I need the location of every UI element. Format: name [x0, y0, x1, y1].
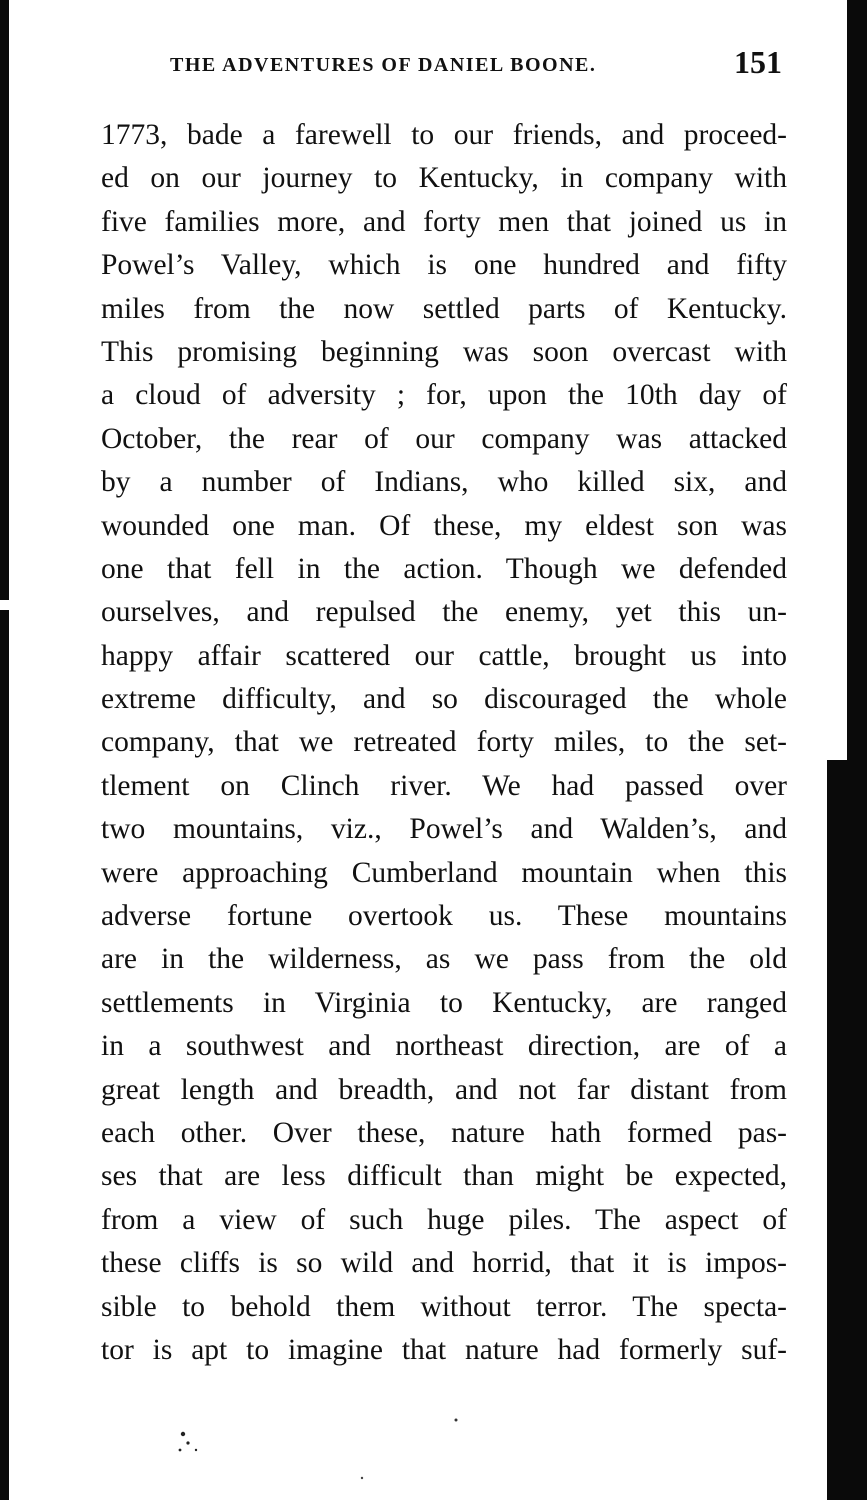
text-line: were approaching Cumberland mountain when this	[101, 856, 787, 889]
scan-edge-right	[827, 0, 867, 1500]
body-text	[101, 114, 787, 1372]
scan-edge-gap	[0, 600, 9, 610]
text-line: great length and breadth, and not far distant from	[101, 1073, 787, 1106]
text-line: from a view of such huge piles. The aspect of	[101, 1203, 787, 1236]
speck-mark	[195, 1449, 197, 1451]
text-line: ed on our journey to Kentucky, in company with	[101, 162, 787, 195]
text-line: adverse fortune overtook us. These mountains	[101, 900, 787, 933]
text-line: company, that we retreated forty miles, to the set-	[101, 726, 787, 759]
text-line: are in the wilderness, as we pass from the old	[101, 943, 787, 976]
text-line: by a number of Indians, who killed six, and	[101, 466, 787, 499]
text-line: sible to behold them without terror. The specta-	[101, 1290, 787, 1323]
text-line: extreme difficulty, and so discouraged the whole	[101, 683, 787, 716]
text-line: these cliffs is so wild and horrid, that it is impos-	[101, 1247, 787, 1280]
text-line: five families more, and forty men that joined us in	[101, 205, 787, 238]
scan-edge-notch	[827, 0, 847, 760]
page-number: 151	[734, 44, 782, 80]
text-line: October, the rear of our company was attacked	[101, 422, 787, 455]
speck-mark	[361, 1477, 363, 1479]
text-line: one that fell in the action. Though we defended	[101, 552, 787, 585]
speck-mark	[179, 1449, 182, 1452]
running-title: THE ADVENTURES OF DANIEL BOONE.	[170, 54, 597, 76]
text-line: in a southwest and northeast direction, are of a	[101, 1030, 787, 1063]
speck-mark	[186, 1441, 189, 1444]
speck-mark	[181, 1432, 185, 1436]
speck-mark	[455, 1419, 458, 1422]
text-line: tor is apt to imagine that nature had formerly suf-	[101, 1333, 787, 1366]
text-line: ourselves, and repulsed the enemy, yet this un-	[101, 596, 787, 629]
text-line: each other. Over these, nature hath formed pas-	[101, 1116, 787, 1149]
text-line: tlement on Clinch river. We had passed over	[101, 769, 787, 802]
scan-edge-left	[0, 0, 9, 1500]
text-line: a cloud of adversity ; for, upon the 10th day of	[101, 379, 787, 412]
text-line: miles from the now settled parts of Kentucky.	[101, 292, 787, 325]
text-line: two mountains, viz., Powel’s and Walden’s, and	[101, 813, 787, 846]
text-line: This promising beginning was soon overcast with	[101, 335, 787, 368]
running-head	[170, 44, 782, 94]
text-line: 1773, bade a farewell to our friends, and proceed-	[101, 119, 787, 151]
text-line: wounded one man. Of these, my eldest son was	[101, 509, 787, 542]
text-line: Powel’s Valley, which is one hundred and fifty	[101, 249, 787, 282]
text-line: happy affair scattered our cattle, brought us into	[101, 639, 787, 672]
text-line: ses that are less difficult than might be expected,	[101, 1160, 787, 1193]
text-line: settlements in Virginia to Kentucky, are ranged	[101, 986, 787, 1019]
